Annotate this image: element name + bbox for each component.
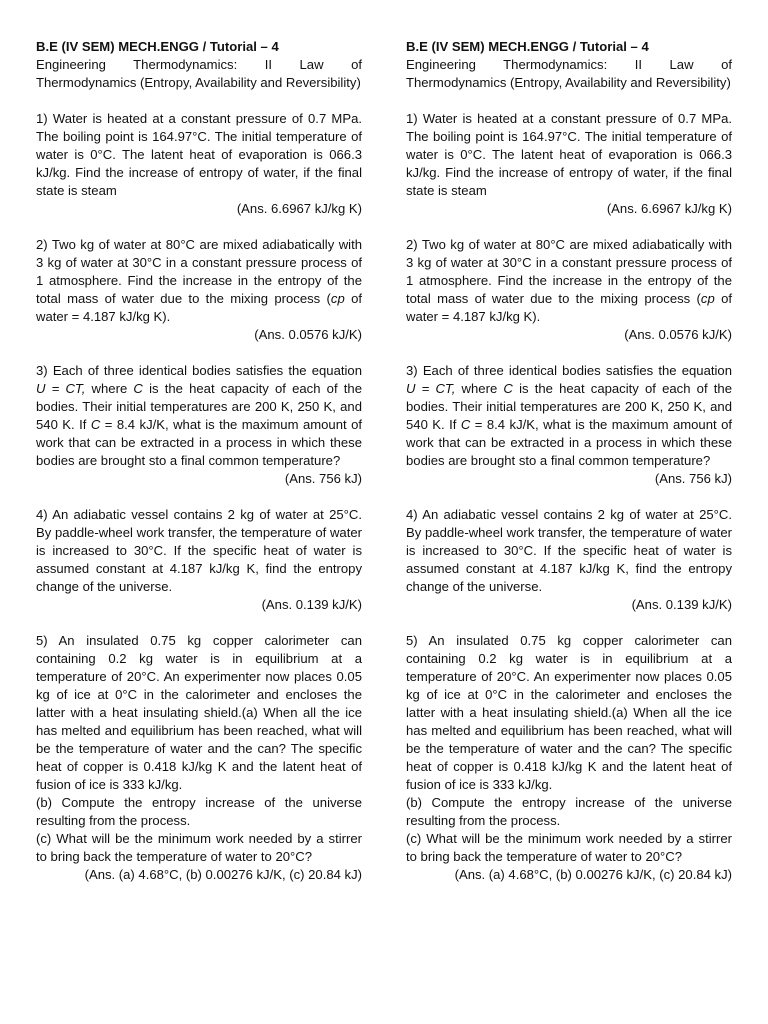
question-3-answer: (Ans. 756 kJ) <box>654 471 732 486</box>
question-5-text-c: (c) What will be the minimum work needed by a stirrer to bring back the temperature of water to 20°C? <box>36 831 362 864</box>
tutorial-subtitle: Engineering Thermodynamics: II Law of Thermodynamics (Entropy, Availability and Reversibility) <box>36 57 362 90</box>
question-5 <box>36 632 362 884</box>
question-5-text-b: (b) Compute the entropy increase of the universe resulting from the process. <box>406 795 732 828</box>
question-3-text: 3) Each of three identical bodies satisfies the equation U = CT, where C is the heat capacity of each of the bodies. Their initial temperatures are 200 K, 250 K, and 540 K. If C = 8.4 kJ/K, what is the maximum amount of work that can be extracted in a process in which these bodies are brought sto a final common temperature? <box>36 363 362 468</box>
question-2 <box>36 236 362 344</box>
tutorial-subtitle: Engineering Thermodynamics: II Law of Thermodynamics (Entropy, Availability and Reversibility) <box>406 57 732 90</box>
question-4 <box>36 506 362 614</box>
question-5-answer: (Ans. (a) 4.68°C, (b) 0.00276 kJ/K, (c) 20.84 kJ) <box>84 867 362 882</box>
question-1 <box>406 110 732 218</box>
question-4-text: 4) An adiabatic vessel contains 2 kg of water at 25°C. By paddle-wheel work transfer, the temperature of water is increased to 30°C. If the specific heat of water is assumed constant at 4.187 kJ/kg K, find the entropy change of the universe. <box>36 507 362 594</box>
tutorial-title: B.E (IV SEM) MECH.ENGG / Tutorial – 4 <box>36 39 279 54</box>
question-3-text: 3) Each of three identical bodies satisfies the equation U = CT, where C is the heat capacity of each of the bodies. Their initial temperatures are 200 K, 250 K, and 540 K. If C = 8.4 kJ/K, what is the maximum amount of work that can be extracted in a process in which these bodies are brought sto a final common temperature? <box>406 363 732 468</box>
question-4-text: 4) An adiabatic vessel contains 2 kg of water at 25°C. By paddle-wheel work transfer, the temperature of water is increased to 30°C. If the specific heat of water is assumed constant at 4.187 kJ/kg K, find the entropy change of the universe. <box>406 507 732 594</box>
question-5-text-c: (c) What will be the minimum work needed by a stirrer to bring back the temperature of water to 20°C? <box>406 831 732 864</box>
left-column <box>36 38 362 884</box>
question-1 <box>36 110 362 218</box>
question-3 <box>406 362 732 488</box>
tutorial-title: B.E (IV SEM) MECH.ENGG / Tutorial – 4 <box>406 39 649 54</box>
question-4-answer: (Ans. 0.139 kJ/K) <box>261 597 362 612</box>
question-5-text-a: 5) An insulated 0.75 kg copper calorimeter can containing 0.2 kg water is in equilibrium at a temperature of 20°C. An experimenter now places 0.05 kg of ice at 0°C in the calorimeter and encloses the latter with a heat insulating shield.(a) When all the ice has melted and equilibrium has been reached, what will be the temperature of water and the can? The specific heat of copper is 0.418 kJ/kg K and the latent heat of fusion of ice is 333 kJ/kg. <box>406 633 732 792</box>
right-column <box>406 38 732 884</box>
question-4 <box>406 506 732 614</box>
question-1-text: 1) Water is heated at a constant pressure of 0.7 MPa. The boiling point is 164.97°C. The initial temperature of water is 0°C. The latent heat of evaporation is 066.3 kJ/kg. Find the increase of entropy of water, if the final state is steam <box>406 111 732 198</box>
question-2-answer: (Ans. 0.0576 kJ/K) <box>624 327 732 342</box>
question-5-text-a: 5) An insulated 0.75 kg copper calorimeter can containing 0.2 kg water is in equilibrium at a temperature of 20°C. An experimenter now places 0.05 kg of ice at 0°C in the calorimeter and encloses the latter with a heat insulating shield.(a) When all the ice has melted and equilibrium has been reached, what will be the temperature of water and the can? The specific heat of copper is 0.418 kJ/kg K and the latent heat of fusion of ice is 333 kJ/kg. <box>36 633 362 792</box>
question-2-text: 2) Two kg of water at 80°C are mixed adiabatically with 3 kg of water at 30°C in a constant pressure process of 1 atmosphere. Find the increase in the entropy of the total mass of water due to the mixing process (cp of water = 4.187 kJ/kg K). <box>36 237 362 324</box>
question-3-answer: (Ans. 756 kJ) <box>284 471 362 486</box>
question-2-answer: (Ans. 0.0576 kJ/K) <box>254 327 362 342</box>
question-1-answer: (Ans. 6.6967 kJ/kg K) <box>236 201 362 216</box>
question-1-answer: (Ans. 6.6967 kJ/kg K) <box>606 201 732 216</box>
question-2-text: 2) Two kg of water at 80°C are mixed adiabatically with 3 kg of water at 30°C in a constant pressure process of 1 atmosphere. Find the increase in the entropy of the total mass of water due to the mixing process (cp of water = 4.187 kJ/kg K). <box>406 237 732 324</box>
question-4-answer: (Ans. 0.139 kJ/K) <box>631 597 732 612</box>
question-3 <box>36 362 362 488</box>
question-2 <box>406 236 732 344</box>
question-5-answer: (Ans. (a) 4.68°C, (b) 0.00276 kJ/K, (c) 20.84 kJ) <box>454 867 732 882</box>
question-5 <box>406 632 732 884</box>
question-1-text: 1) Water is heated at a constant pressure of 0.7 MPa. The boiling point is 164.97°C. The initial temperature of water is 0°C. The latent heat of evaporation is 066.3 kJ/kg. Find the increase of entropy of water, if the final state is steam <box>36 111 362 198</box>
question-5-text-b: (b) Compute the entropy increase of the universe resulting from the process. <box>36 795 362 828</box>
